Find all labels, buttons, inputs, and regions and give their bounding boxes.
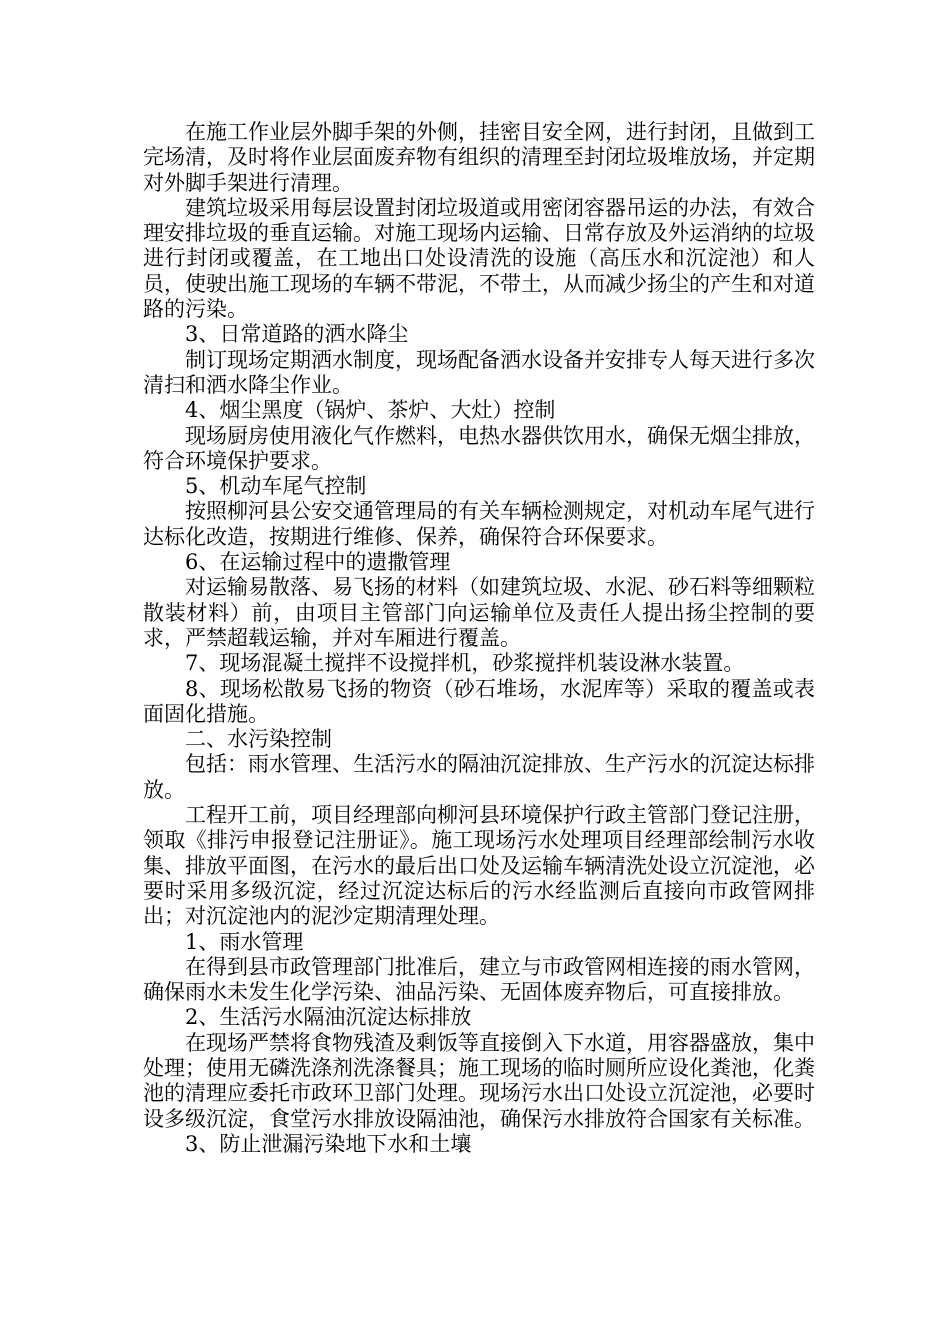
heading-domestic-sewage: 2、生活污水隔油沉淀达标排放 xyxy=(185,1005,472,1030)
paragraph-smoke-control: 现场厨房使用液化气作燃料，电热水器供饮用水，确保无烟尘排放，符合环境保护要求。 xyxy=(143,423,815,473)
paragraph-vehicle-exhaust: 按照柳河县公安交通管理局的有关车辆检测规定，对机动车尾气进行达标化改造，按期进行维修、保养，确保符合环保要求。 xyxy=(143,499,815,549)
paragraph-construction-waste: 建筑垃圾采用每层设置封闭垃圾道或用密闭容器吊运的办法，有效合理安排垃圾的垂直运输。对施工现场内运输、日常存放及外运消纳的垃圾进行封闭或覆盖，在工地出口处设清洗的设施（高压水和沉淀池）和人员，使驶出施工现场的车辆不带泥，不带土，从而减少扬尘的产生和对道路的污染。 xyxy=(143,195,815,322)
heading-transport-spillage: 6、在运输过程中的遗撒管理 xyxy=(185,550,451,575)
heading-water-pollution: 二、水污染控制 xyxy=(185,727,332,752)
heading-smoke-control: 4、烟尘黑度（锅炉、茶炉、大灶）控制 xyxy=(185,398,556,423)
heading-leak-prevention: 3、防止泄漏污染地下水和土壤 xyxy=(185,1131,472,1156)
heading-vehicle-exhaust: 5、机动车尾气控制 xyxy=(185,474,367,499)
paragraph-road-sprinkling: 制订现场定期洒水制度，现场配备洒水设备并安排专人每天进行多次清扫和洒水降尘作业。 xyxy=(143,347,815,397)
paragraph-concrete-mixing: 7、现场混凝土搅拌不设搅拌机，砂浆搅拌机装设淋水装置。 xyxy=(185,651,745,676)
paragraph-transport-spillage: 对运输易散落、易飞扬的材料（如建筑垃圾、水泥、砂石料等细颗粒散装材料）前，由项目主管部门向运输单位及责任人提出扬尘控制的要求，严禁超载运输，并对车厢进行覆盖。 xyxy=(143,575,815,650)
heading-rainwater: 1、雨水管理 xyxy=(185,929,304,954)
paragraph-rainwater: 在得到县市政管理部门批准后，建立与市政管网相连接的雨水管网，确保雨水未发生化学污染、油品污染、无固体废弃物后，可直接排放。 xyxy=(143,954,815,1005)
paragraph-domestic-sewage: 在现场严禁将食物残渣及剩饭等直接倒入下水道，用容器盛放，集中处理；使用无磷洗涤剂洗涤餐具；施工现场的临时厕所应设化粪池，化粪池的清理应委托市政环卫部门处理。现场污水出口处设立沉淀池，必要时设多级沉淀，食堂污水排放设隔油池，确保污水排放符合国家有关标准。 xyxy=(143,1030,815,1131)
paragraph-discharge-registration: 工程开工前，项目经理部向柳河县环境保护行政主管部门登记注册，领取《排污申报登记注册证》。施工现场污水处理项目经理部绘制污水收集、排放平面图，在污水的最后出口处及运输车辆清洗处设立沉淀池，必要时采用多级沉淀，经过沉淀达标后的污水经监测后直接向市政管网排出；对沉淀池内的泥沙定期清理处理。 xyxy=(143,803,815,929)
document-body xyxy=(143,120,815,1157)
paragraph-water-scope: 包括：雨水管理、生活污水的隔油沉淀排放、生产污水的沉淀达标排放。 xyxy=(143,752,815,802)
paragraph-loose-materials: 8、现场松散易飞扬的物资（砂石堆场，水泥库等）采取的覆盖或表面固化措施。 xyxy=(143,676,815,726)
heading-road-sprinkling: 3、日常道路的洒水降尘 xyxy=(185,322,409,347)
paragraph-waste-enclosure: 在施工作业层外脚手架的外侧，挂密目安全网，进行封闭，且做到工完场清，及时将作业层面废弃物有组织的清理至封闭垃圾堆放场，并定期对外脚手架进行清理。 xyxy=(143,120,815,195)
